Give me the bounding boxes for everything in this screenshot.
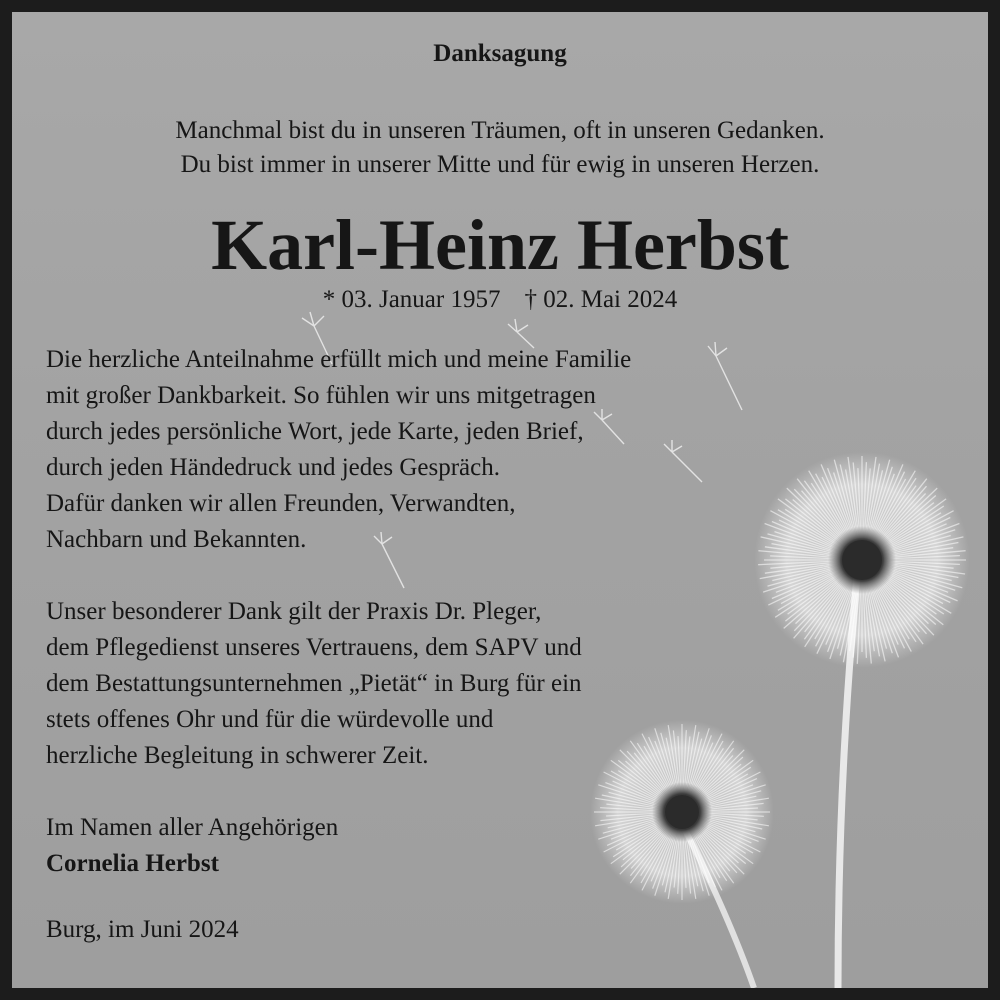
closing-line: Im Namen aller Angehörigen	[46, 814, 339, 841]
special-thanks-paragraph	[46, 594, 582, 774]
paragraph-line: mit großer Dankbarkeit. So fühlen wir uns mitgetragen	[46, 382, 596, 409]
birth-date: * 03. Januar 1957	[322, 286, 501, 313]
paragraph-line: Nachbarn und Bekannten.	[46, 526, 307, 553]
deceased-name: Karl-Heinz Herbst	[211, 205, 789, 285]
obituary-card	[12, 12, 988, 988]
paragraph-line: dem Bestattungsunternehmen „Pietät“ in Burg für ein	[46, 670, 582, 697]
death-date: † 02. Mai 2024	[524, 286, 678, 313]
closing	[46, 810, 338, 882]
motto-line: Manchmal bist du in unseren Träumen, oft in unseren Gedanken.	[175, 117, 825, 144]
paragraph-line: durch jedes persönliche Wort, jede Karte, jeden Brief,	[46, 418, 584, 445]
place-and-date: Burg, im Juni 2024	[46, 916, 239, 943]
paragraph-line: stets offenes Ohr und für die würdevolle und	[46, 706, 494, 733]
signer-name: Cornelia Herbst	[46, 850, 219, 877]
paragraph-line: Die herzliche Anteilnahme erfüllt mich und meine Familie	[46, 346, 632, 373]
paragraph-line: Unser besonderer Dank gilt der Praxis Dr. Pleger,	[46, 598, 542, 625]
paragraph-line: dem Pflegedienst unseres Vertrauens, dem SAPV und	[46, 634, 582, 661]
paragraph-line: Dafür danken wir allen Freunden, Verwandten,	[46, 490, 516, 517]
life-dates	[12, 286, 988, 314]
motto-line: Du bist immer in unserer Mitte und für ewig in unseren Herzen.	[180, 151, 820, 178]
paragraph-line: durch jeden Händedruck und jedes Gespräch.	[46, 454, 500, 481]
dandelion-large	[754, 452, 970, 668]
motto	[12, 114, 988, 182]
thanks-paragraph	[46, 342, 631, 558]
heading: Danksagung	[433, 40, 567, 67]
paragraph-line: herzliche Begleitung in schwerer Zeit.	[46, 742, 429, 769]
dandelion-small	[590, 720, 774, 904]
